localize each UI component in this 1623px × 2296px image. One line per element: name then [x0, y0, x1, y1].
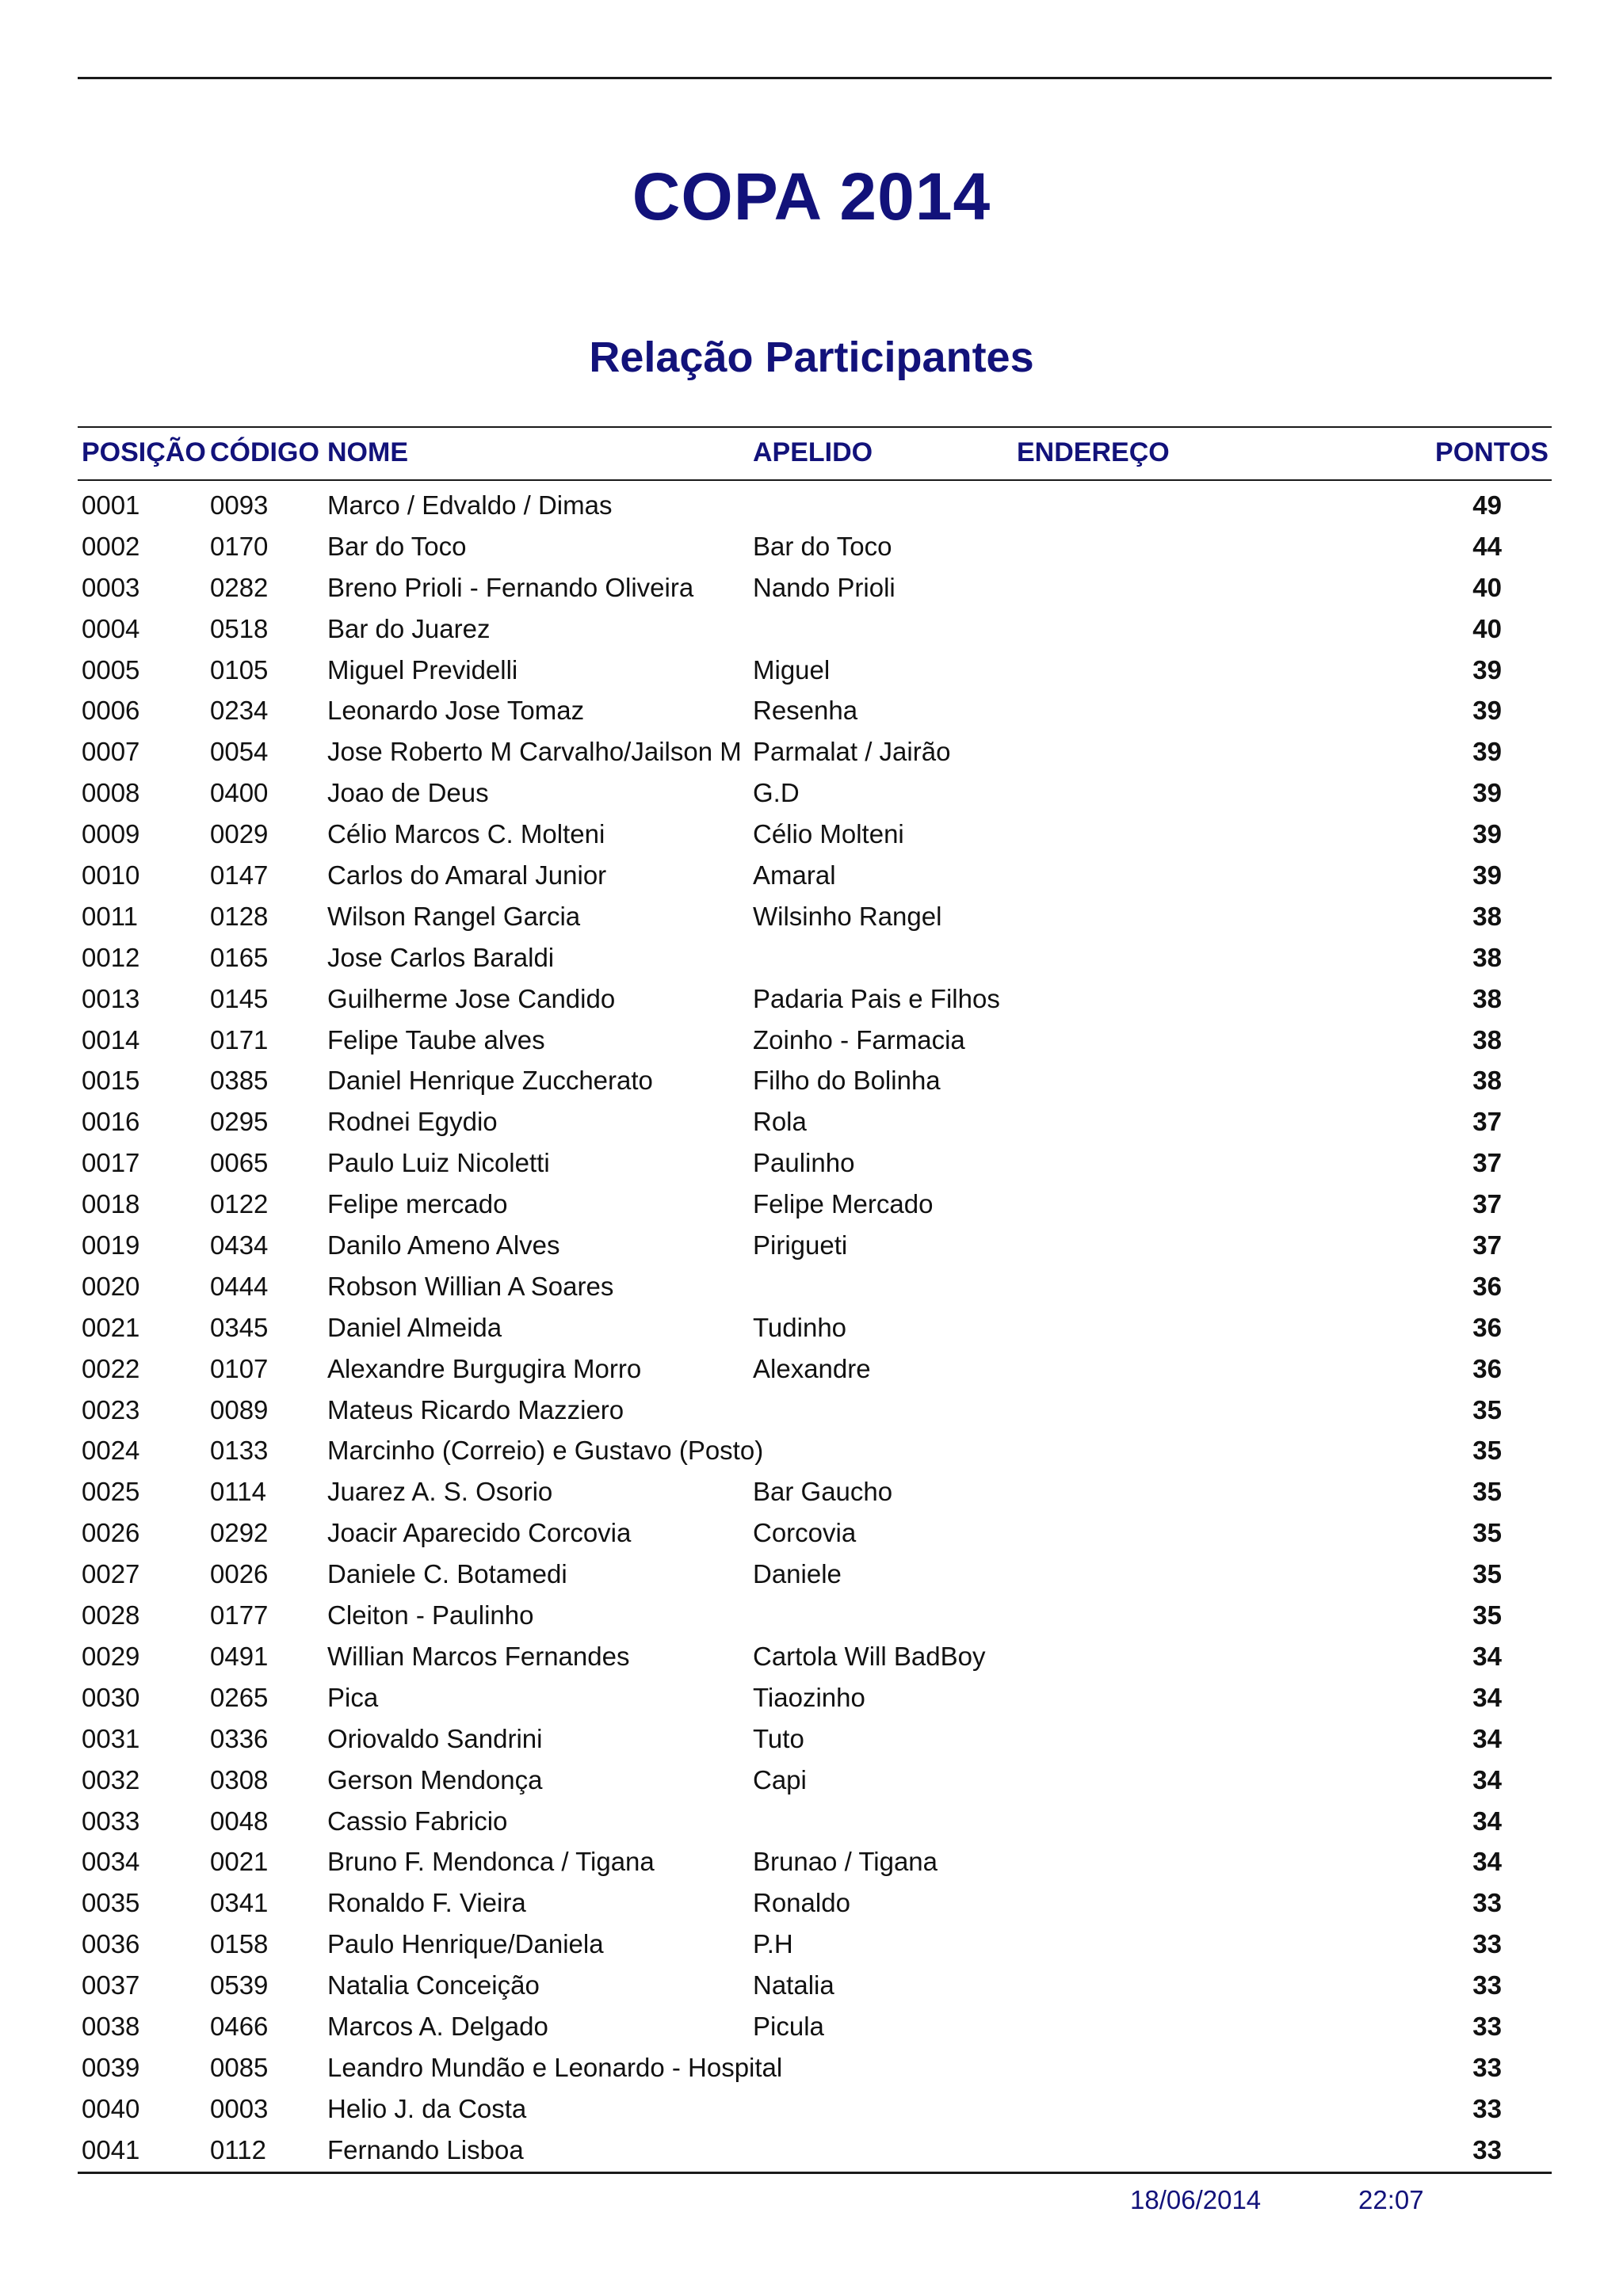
cell-apelido: Natalia: [753, 1970, 834, 2000]
cell-apelido: Resenha: [753, 696, 858, 726]
page-subtitle: Relação Participantes: [589, 334, 1034, 381]
cell-codigo: 0234: [210, 696, 269, 726]
cell-apelido: Brunao / Tigana: [753, 1847, 938, 1877]
table-row: [0, 650, 1623, 691]
cell-posicao: 0009: [82, 819, 140, 849]
cell-codigo: 0128: [210, 901, 269, 931]
cell-pontos: 35: [1472, 1477, 1502, 1507]
cell-nome: Pica: [327, 1682, 379, 1712]
cell-posicao: 0012: [82, 942, 140, 972]
cell-apelido: Paulinho: [753, 1148, 855, 1178]
cell-apelido: Bar Gaucho: [753, 1477, 893, 1507]
cell-nome: Marcos A. Delgado: [327, 2011, 548, 2041]
cell-codigo: 0122: [210, 1189, 269, 1219]
cell-pontos: 38: [1472, 983, 1502, 1013]
cell-posicao: 0036: [82, 1929, 140, 1959]
table-row: [0, 1266, 1623, 1307]
cell-apelido: Daniele: [753, 1559, 842, 1589]
cell-pontos: 37: [1472, 1107, 1502, 1137]
cell-pontos: 36: [1472, 1353, 1502, 1383]
cell-nome: Natalia Conceição: [327, 1970, 540, 2000]
cell-pontos: 39: [1472, 696, 1502, 726]
cell-codigo: 0065: [210, 1148, 269, 1178]
cell-codigo: 0292: [210, 1518, 269, 1548]
cell-nome: Joacir Aparecido Corcovia: [327, 1518, 632, 1548]
cell-nome: Mateus Ricardo Mazziero: [327, 1394, 624, 1425]
cell-apelido: Filho do Bolinha: [753, 1066, 941, 1096]
top-rule: [78, 77, 1552, 79]
cell-apelido: Miguel: [753, 654, 831, 685]
cell-codigo: 0282: [210, 572, 269, 602]
cell-nome: Danilo Ameno Alves: [327, 1230, 560, 1261]
cell-codigo: 0265: [210, 1682, 269, 1712]
cell-posicao: 0006: [82, 696, 140, 726]
cell-apelido: Wilsinho Rangel: [753, 901, 942, 931]
cell-codigo: 0105: [210, 654, 269, 685]
cell-posicao: 0032: [82, 1764, 140, 1794]
cell-pontos: 33: [1472, 1970, 1502, 2000]
bottom-rule: [78, 2172, 1552, 2174]
cell-apelido: Felipe Mercado: [753, 1189, 934, 1219]
cell-posicao: 0034: [82, 1847, 140, 1877]
cell-nome: Bar do Toco: [327, 531, 467, 561]
cell-posicao: 0001: [82, 490, 140, 520]
cell-codigo: 0145: [210, 983, 269, 1013]
cell-nome: Daniel Almeida: [327, 1312, 502, 1342]
cell-posicao: 0029: [82, 1641, 140, 1671]
cell-posicao: 0021: [82, 1312, 140, 1342]
cell-codigo: 0434: [210, 1230, 269, 1261]
cell-codigo: 0054: [210, 737, 269, 767]
cell-codigo: 0385: [210, 1066, 269, 1096]
cell-codigo: 0400: [210, 778, 269, 808]
cell-pontos: 35: [1472, 1559, 1502, 1589]
cell-posicao: 0020: [82, 1271, 140, 1301]
table-row: [0, 2047, 1623, 2088]
cell-posicao: 0011: [82, 901, 138, 931]
cell-pontos: 37: [1472, 1189, 1502, 1219]
table-row: [0, 1225, 1623, 1266]
table-row: [0, 608, 1623, 650]
table-row: [0, 1595, 1623, 1636]
participants-table: [0, 485, 1623, 2171]
cell-posicao: 0018: [82, 1189, 140, 1219]
cell-apelido: Nando Prioli: [753, 572, 896, 602]
cell-pontos: 33: [1472, 2134, 1502, 2164]
cell-nome: Willian Marcos Fernandes: [327, 1641, 630, 1671]
cell-pontos: 38: [1472, 942, 1502, 972]
table-row: [0, 1965, 1623, 2006]
cell-nome: Ronaldo F. Vieira: [327, 1888, 526, 1918]
cell-apelido: Célio Molteni: [753, 819, 904, 849]
cell-nome: Helio J. da Costa: [327, 2093, 527, 2123]
cell-codigo: 0170: [210, 531, 269, 561]
cell-posicao: 0027: [82, 1559, 140, 1589]
cell-codigo: 0093: [210, 490, 269, 520]
cell-codigo: 0336: [210, 1723, 269, 1753]
page-title: COPA 2014: [632, 159, 991, 234]
cell-pontos: 35: [1472, 1436, 1502, 1466]
cell-codigo: 0518: [210, 613, 269, 643]
cell-posicao: 0030: [82, 1682, 140, 1712]
cell-posicao: 0010: [82, 860, 140, 891]
cell-nome: Paulo Luiz Nicoletti: [327, 1148, 550, 1178]
cell-codigo: 0341: [210, 1888, 269, 1918]
cell-pontos: 38: [1472, 1066, 1502, 1096]
table-row: [0, 1390, 1623, 1431]
cell-nome: Joao de Deus: [327, 778, 489, 808]
cell-pontos: 34: [1472, 1682, 1502, 1712]
cell-codigo: 0444: [210, 1271, 269, 1301]
table-row: [0, 1020, 1623, 1061]
cell-nome: Fernando Lisboa: [327, 2134, 524, 2164]
cell-nome: Felipe Taube alves: [327, 1024, 545, 1055]
cell-codigo: 0539: [210, 1970, 269, 2000]
table-row: [0, 1184, 1623, 1225]
cell-apelido: Zoinho - Farmacia: [753, 1024, 965, 1055]
cell-posicao: 0026: [82, 1518, 140, 1548]
table-row: [0, 1512, 1623, 1554]
cell-posicao: 0019: [82, 1230, 140, 1261]
header-nome: NOME: [327, 437, 408, 467]
table-row: [0, 855, 1623, 896]
cell-codigo: 0165: [210, 942, 269, 972]
cell-apelido: Pirigueti: [753, 1230, 848, 1261]
cell-pontos: 38: [1472, 1024, 1502, 1055]
cell-codigo: 0085: [210, 2052, 269, 2082]
cell-pontos: 44: [1472, 531, 1502, 561]
cell-pontos: 39: [1472, 778, 1502, 808]
cell-apelido: Tiaozinho: [753, 1682, 865, 1712]
cell-posicao: 0008: [82, 778, 140, 808]
cell-nome: Felipe mercado: [327, 1189, 508, 1219]
cell-nome: Paulo Henrique/Daniela: [327, 1929, 604, 1959]
footer-time: 22:07: [1358, 2185, 1424, 2214]
cell-codigo: 0107: [210, 1353, 269, 1383]
cell-nome: Daniele C. Botamedi: [327, 1559, 567, 1589]
table-row: [0, 937, 1623, 978]
table-row: [0, 1924, 1623, 1965]
cell-nome: Cleiton - Paulinho: [327, 1600, 534, 1630]
cell-codigo: 0021: [210, 1847, 269, 1877]
cell-nome: Alexandre Burgugira Morro: [327, 1353, 642, 1383]
cell-apelido: Amaral: [753, 860, 836, 891]
cell-pontos: 33: [1472, 2011, 1502, 2041]
cell-apelido: Corcovia: [753, 1518, 857, 1548]
cell-pontos: 35: [1472, 1394, 1502, 1425]
cell-codigo: 0003: [210, 2093, 269, 2123]
header-apelido: APELIDO: [753, 437, 873, 467]
cell-nome: Miguel Previdelli: [327, 654, 518, 685]
cell-codigo: 0295: [210, 1107, 269, 1137]
cell-codigo: 0158: [210, 1929, 269, 1959]
cell-nome: Jose Carlos Baraldi: [327, 942, 555, 972]
table-row: [0, 1636, 1623, 1677]
cell-apelido: Cartola Will BadBoy: [753, 1641, 986, 1671]
cell-pontos: 33: [1472, 2093, 1502, 2123]
cell-apelido: G.D: [753, 778, 800, 808]
cell-codigo: 0171: [210, 1024, 269, 1055]
table-row: [0, 1718, 1623, 1760]
header-bottom-rule: [78, 479, 1552, 481]
cell-posicao: 0028: [82, 1600, 140, 1630]
cell-posicao: 0014: [82, 1024, 140, 1055]
cell-posicao: 0035: [82, 1888, 140, 1918]
cell-posicao: 0016: [82, 1107, 140, 1137]
cell-apelido: Tuto: [753, 1723, 804, 1753]
cell-pontos: 36: [1472, 1271, 1502, 1301]
cell-nome: Marco / Edvaldo / Dimas: [327, 490, 613, 520]
header-codigo: CÓDIGO: [210, 437, 319, 467]
cell-nome: Daniel Henrique Zuccherato: [327, 1066, 653, 1096]
cell-nome: Bruno F. Mendonca / Tigana: [327, 1847, 655, 1877]
table-row: [0, 1060, 1623, 1101]
cell-nome: Cassio Fabricio: [327, 1806, 508, 1836]
cell-pontos: 34: [1472, 1806, 1502, 1836]
cell-codigo: 0133: [210, 1436, 269, 1466]
cell-apelido: Tudinho: [753, 1312, 847, 1342]
cell-pontos: 39: [1472, 819, 1502, 849]
table-row: [0, 485, 1623, 526]
cell-apelido: Bar do Toco: [753, 531, 892, 561]
table-row: [0, 690, 1623, 731]
cell-pontos: 39: [1472, 737, 1502, 767]
cell-pontos: 34: [1472, 1764, 1502, 1794]
table-row: [0, 1841, 1623, 1882]
table-row: [0, 896, 1623, 937]
cell-nome: Oriovaldo Sandrini: [327, 1723, 543, 1753]
cell-codigo: 0147: [210, 860, 269, 891]
cell-apelido: Picula: [753, 2011, 824, 2041]
table-row: [0, 1677, 1623, 1718]
cell-posicao: 0015: [82, 1066, 140, 1096]
table-row: [0, 1471, 1623, 1512]
cell-codigo: 0029: [210, 819, 269, 849]
cell-nome: Robson Willian A Soares: [327, 1271, 614, 1301]
cell-apelido: Padaria Pais e Filhos: [753, 983, 1000, 1013]
cell-posicao: 0003: [82, 572, 140, 602]
cell-codigo: 0048: [210, 1806, 269, 1836]
cell-nome: Jose Roberto M Carvalho/Jailson M: [327, 737, 742, 767]
cell-posicao: 0023: [82, 1394, 140, 1425]
cell-apelido: Alexandre: [753, 1353, 871, 1383]
cell-pontos: 33: [1472, 1888, 1502, 1918]
cell-codigo: 0466: [210, 2011, 269, 2041]
cell-nome: Bar do Juarez: [327, 613, 491, 643]
table-row: [0, 1554, 1623, 1595]
table-row: [0, 567, 1623, 608]
table-row: [0, 1801, 1623, 1842]
cell-pontos: 34: [1472, 1847, 1502, 1877]
cell-pontos: 33: [1472, 2052, 1502, 2082]
table-row: [0, 978, 1623, 1020]
table-row: [0, 1760, 1623, 1801]
cell-posicao: 0013: [82, 983, 140, 1013]
header-top-rule: [78, 426, 1552, 428]
cell-posicao: 0025: [82, 1477, 140, 1507]
cell-nome: Marcinho (Correio) e Gustavo (Posto): [327, 1436, 764, 1466]
table-row: [0, 1348, 1623, 1390]
cell-nome: Leandro Mundão e Leonardo - Hospital: [327, 2052, 783, 2082]
cell-pontos: 36: [1472, 1312, 1502, 1342]
table-row: [0, 731, 1623, 772]
cell-posicao: 0040: [82, 2093, 140, 2123]
cell-pontos: 40: [1472, 572, 1502, 602]
cell-pontos: 39: [1472, 860, 1502, 891]
footer-date: 18/06/2014: [1130, 2185, 1262, 2214]
cell-nome: Célio Marcos C. Molteni: [327, 819, 605, 849]
cell-pontos: 37: [1472, 1148, 1502, 1178]
cell-posicao: 0041: [82, 2134, 140, 2164]
cell-nome: Gerson Mendonça: [327, 1764, 543, 1794]
table-row: [0, 1882, 1623, 1924]
cell-apelido: P.H: [753, 1929, 793, 1959]
cell-codigo: 0177: [210, 1600, 269, 1630]
cell-posicao: 0007: [82, 737, 140, 767]
table-row: [0, 1142, 1623, 1184]
cell-nome: Rodnei Egydio: [327, 1107, 498, 1137]
cell-posicao: 0022: [82, 1353, 140, 1383]
cell-posicao: 0038: [82, 2011, 140, 2041]
cell-posicao: 0037: [82, 1970, 140, 2000]
cell-nome: Guilherme Jose Candido: [327, 983, 616, 1013]
cell-pontos: 33: [1472, 1929, 1502, 1959]
table-row: [0, 1101, 1623, 1142]
cell-posicao: 0039: [82, 2052, 140, 2082]
table-row: [0, 2088, 1623, 2130]
header-pontos: PONTOS: [1435, 437, 1549, 467]
cell-nome: Breno Prioli - Fernando Oliveira: [327, 572, 694, 602]
cell-apelido: Rola: [753, 1107, 807, 1137]
cell-codigo: 0308: [210, 1764, 269, 1794]
table-row: [0, 526, 1623, 567]
cell-posicao: 0004: [82, 613, 140, 643]
table-row: [0, 2006, 1623, 2047]
table-row: [0, 2130, 1623, 2171]
cell-posicao: 0002: [82, 531, 140, 561]
cell-posicao: 0017: [82, 1148, 140, 1178]
table-row: [0, 1430, 1623, 1471]
cell-posicao: 0031: [82, 1723, 140, 1753]
cell-pontos: 38: [1472, 901, 1502, 931]
cell-codigo: 0089: [210, 1394, 269, 1425]
header-posicao: POSIÇÃO: [82, 437, 206, 467]
cell-pontos: 37: [1472, 1230, 1502, 1261]
cell-pontos: 34: [1472, 1641, 1502, 1671]
cell-posicao: 0005: [82, 654, 140, 685]
cell-nome: Wilson Rangel Garcia: [327, 901, 581, 931]
cell-pontos: 35: [1472, 1518, 1502, 1548]
table-row: [0, 1307, 1623, 1348]
cell-apelido: Parmalat / Jairão: [753, 737, 951, 767]
cell-nome: Leonardo Jose Tomaz: [327, 696, 585, 726]
cell-codigo: 0026: [210, 1559, 269, 1589]
cell-nome: Carlos do Amaral Junior: [327, 860, 607, 891]
cell-codigo: 0345: [210, 1312, 269, 1342]
cell-codigo: 0114: [210, 1477, 266, 1507]
table-row: [0, 814, 1623, 855]
cell-pontos: 40: [1472, 613, 1502, 643]
cell-codigo: 0112: [210, 2134, 266, 2164]
cell-nome: Juarez A. S. Osorio: [327, 1477, 553, 1507]
cell-pontos: 34: [1472, 1723, 1502, 1753]
cell-apelido: Ronaldo: [753, 1888, 850, 1918]
cell-apelido: Capi: [753, 1764, 807, 1794]
cell-codigo: 0491: [210, 1641, 269, 1671]
cell-posicao: 0024: [82, 1436, 140, 1466]
table-row: [0, 772, 1623, 814]
cell-pontos: 49: [1472, 490, 1502, 520]
header-endereco: ENDEREÇO: [1017, 437, 1170, 467]
cell-pontos: 39: [1472, 654, 1502, 685]
cell-posicao: 0033: [82, 1806, 140, 1836]
cell-pontos: 35: [1472, 1600, 1502, 1630]
